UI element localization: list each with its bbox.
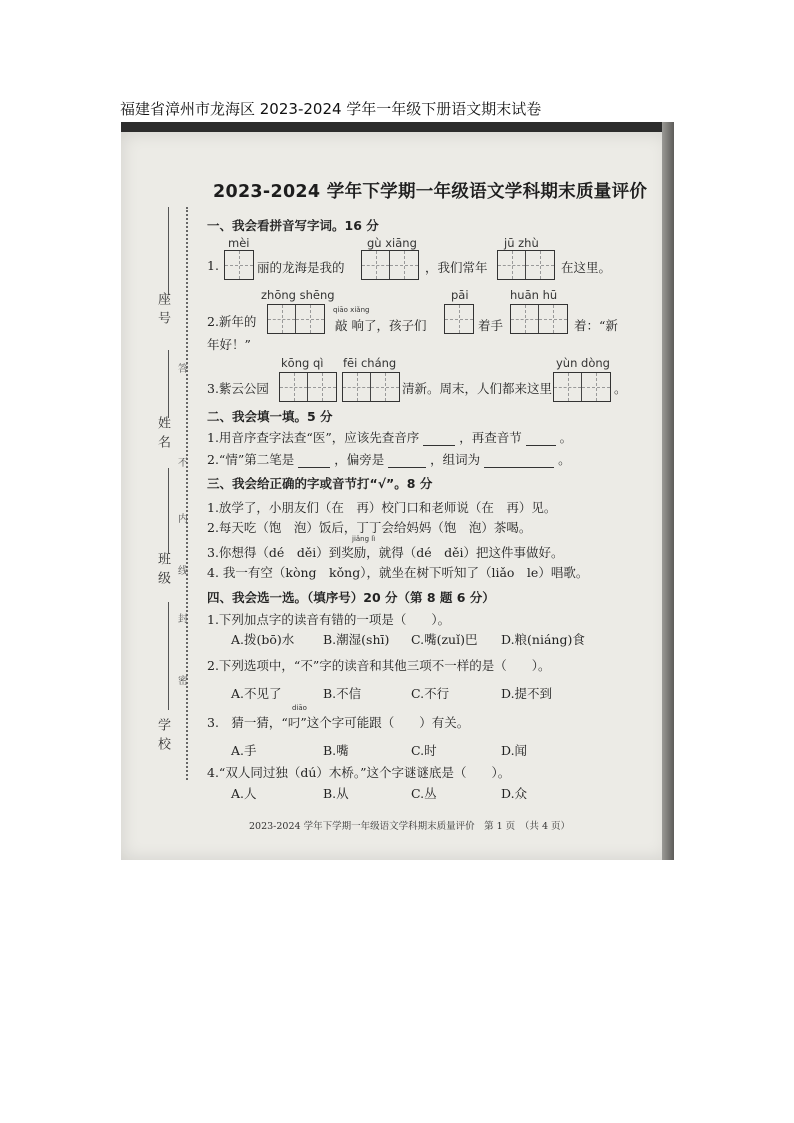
seal-char: 内 — [178, 514, 188, 525]
answer-blank[interactable] — [298, 467, 330, 468]
question-text: 3.紫云公园 — [207, 381, 269, 396]
option[interactable]: C.丛 — [411, 786, 437, 801]
text: 。 — [558, 452, 571, 467]
page-footer: 2023-2024 学年下学期一年级语文学科期末质量评价 第 1 页 （共 4 页） — [249, 821, 571, 832]
question-text: 清新。周末，人们都来这里 — [402, 381, 553, 396]
section-2-heading: 二、我会填一填。5 分 — [207, 409, 333, 424]
option[interactable]: A.不见了 — [231, 686, 282, 701]
seal-char: 封 — [178, 614, 188, 625]
question-text: 敲 响了，孩子们 — [335, 318, 427, 333]
tianzige-box[interactable] — [510, 304, 568, 334]
pinyin: yùn dòng — [556, 356, 610, 370]
question-text: 1.下列加点字的读音有错的一项是（ ）。 — [207, 612, 451, 627]
question-text: 3. 猜一猜，“叼”这个字可能跟（ ）有关。 — [207, 715, 470, 730]
text: ，再查音节 — [459, 430, 522, 445]
pinyin: pāi — [451, 288, 469, 302]
tianzige-box[interactable] — [224, 250, 254, 280]
section-1-heading: 一、我会看拼音写字词。16 分 — [207, 218, 379, 233]
option[interactable]: D.提不到 — [501, 686, 553, 701]
question-text: 着手 — [478, 318, 504, 333]
tianzige-box[interactable] — [553, 372, 611, 402]
exam-photo — [121, 122, 674, 860]
tianzige-box[interactable] — [497, 250, 555, 280]
pinyin: mèi — [228, 236, 250, 250]
text: 1.用音序查字法查“医”，应该先查音序 — [207, 430, 420, 445]
question-text[interactable]: 2.每天吃（饱 泡）饭后，丁丁会给妈妈（饱 泡）茶喝。 — [207, 520, 532, 535]
pinyin: huān hū — [510, 288, 558, 302]
option[interactable]: A.拨(bō)水 — [231, 632, 295, 647]
option[interactable]: C.不行 — [411, 686, 450, 701]
tianzige-box[interactable] — [444, 304, 474, 334]
exam-title: 2023-2024 学年下学期一年级语文学科期末质量评价 — [213, 182, 648, 202]
class-line — [168, 468, 169, 554]
tianzige-box[interactable] — [361, 250, 419, 280]
option[interactable]: D.众 — [501, 786, 528, 801]
seat-label: 座号 — [155, 292, 170, 330]
question-text: 在这里。 — [561, 260, 612, 275]
pinyin: zhōng shēng — [261, 288, 335, 302]
exam-paper — [121, 132, 669, 860]
text: ，偏旁是 — [334, 452, 385, 467]
seal-char: 不 — [178, 458, 188, 469]
question-text: 4.“双人同过独（dú）木桥。”这个字谜谜底是（ ）。 — [207, 765, 511, 780]
seal-char: 密 — [178, 676, 188, 687]
small-pinyin: diāo — [292, 704, 307, 712]
answer-blank[interactable] — [526, 445, 556, 446]
answer-blank[interactable] — [388, 467, 426, 468]
pinyin: gù xiāng — [367, 236, 417, 250]
question-text: 2.新年的 — [207, 314, 257, 329]
text: 。 — [559, 430, 573, 445]
tianzige-box[interactable] — [279, 372, 337, 402]
question-text: 丽的龙海是我的 — [257, 260, 345, 275]
paper-shadow-edge — [662, 122, 674, 860]
question-text: 着：“新 — [574, 318, 618, 333]
seat-line — [168, 207, 169, 295]
binding-dotted-line — [186, 207, 188, 780]
option[interactable]: C.时 — [411, 743, 437, 758]
seal-char: 线 — [178, 566, 188, 577]
question-text — [207, 450, 571, 468]
seal-char: 答 — [178, 364, 188, 375]
question-text[interactable]: 3.你想得（dé děi）到奖励，就得（dé děi）把这件事做好。 — [207, 545, 564, 560]
question-text: 年好！” — [207, 337, 251, 352]
answer-blank[interactable] — [423, 445, 455, 446]
option[interactable]: B.潮湿(shī) — [323, 632, 390, 647]
question-text: ，我们常年 — [425, 260, 488, 275]
text: ，组词为 — [430, 452, 481, 467]
question-text[interactable]: 1.放学了，小朋友们（在 再）校门口和老师说（在 再）见。 — [207, 500, 557, 515]
small-pinyin: qiāo xiǎng — [333, 306, 370, 314]
option[interactable]: B.从 — [323, 786, 349, 801]
school-label: 学校 — [155, 718, 170, 756]
question-text — [207, 428, 572, 446]
pinyin: jū zhù — [504, 236, 539, 250]
option[interactable]: D.粮(niáng)食 — [501, 632, 585, 647]
question-text[interactable]: 4. 我一有空（kòng kǒng），就坐在树下听知了（liǎo le）唱歌。 — [207, 565, 589, 580]
class-label: 班级 — [155, 552, 170, 590]
question-number: 1. — [207, 258, 219, 273]
option[interactable]: C.嘴(zuǐ)巴 — [411, 632, 478, 647]
pinyin: kōng qì — [281, 356, 324, 370]
question-text: 2.下列选项中，“不”字的读音和其他三项不一样的是（ ）。 — [207, 658, 551, 673]
school-line — [168, 602, 169, 710]
option[interactable]: A.人 — [231, 786, 257, 801]
option[interactable]: A.手 — [231, 743, 257, 758]
option[interactable]: B.不信 — [323, 686, 362, 701]
name-line — [168, 350, 169, 418]
tianzige-box[interactable] — [342, 372, 400, 402]
tianzige-box[interactable] — [267, 304, 325, 334]
text: 2.“情”第二笔是 — [207, 452, 295, 467]
answer-blank[interactable] — [484, 467, 554, 468]
option[interactable]: D.闻 — [501, 743, 528, 758]
document-title: 福建省漳州市龙海区 2023-2024 学年一年级下册语文期末试卷 — [120, 100, 542, 118]
section-4-heading: 四、我会选一选。（填序号）20 分（第 8 题 6 分） — [207, 590, 495, 605]
section-3-heading: 三、我会给正确的字或音节打“√”。8 分 — [207, 476, 433, 491]
name-label: 姓名 — [155, 416, 170, 454]
question-text: 。 — [614, 381, 627, 396]
pinyin: fēi cháng — [343, 356, 397, 370]
option[interactable]: B.嘴 — [323, 743, 349, 758]
small-pinyin: jiǎng lì — [352, 535, 376, 543]
